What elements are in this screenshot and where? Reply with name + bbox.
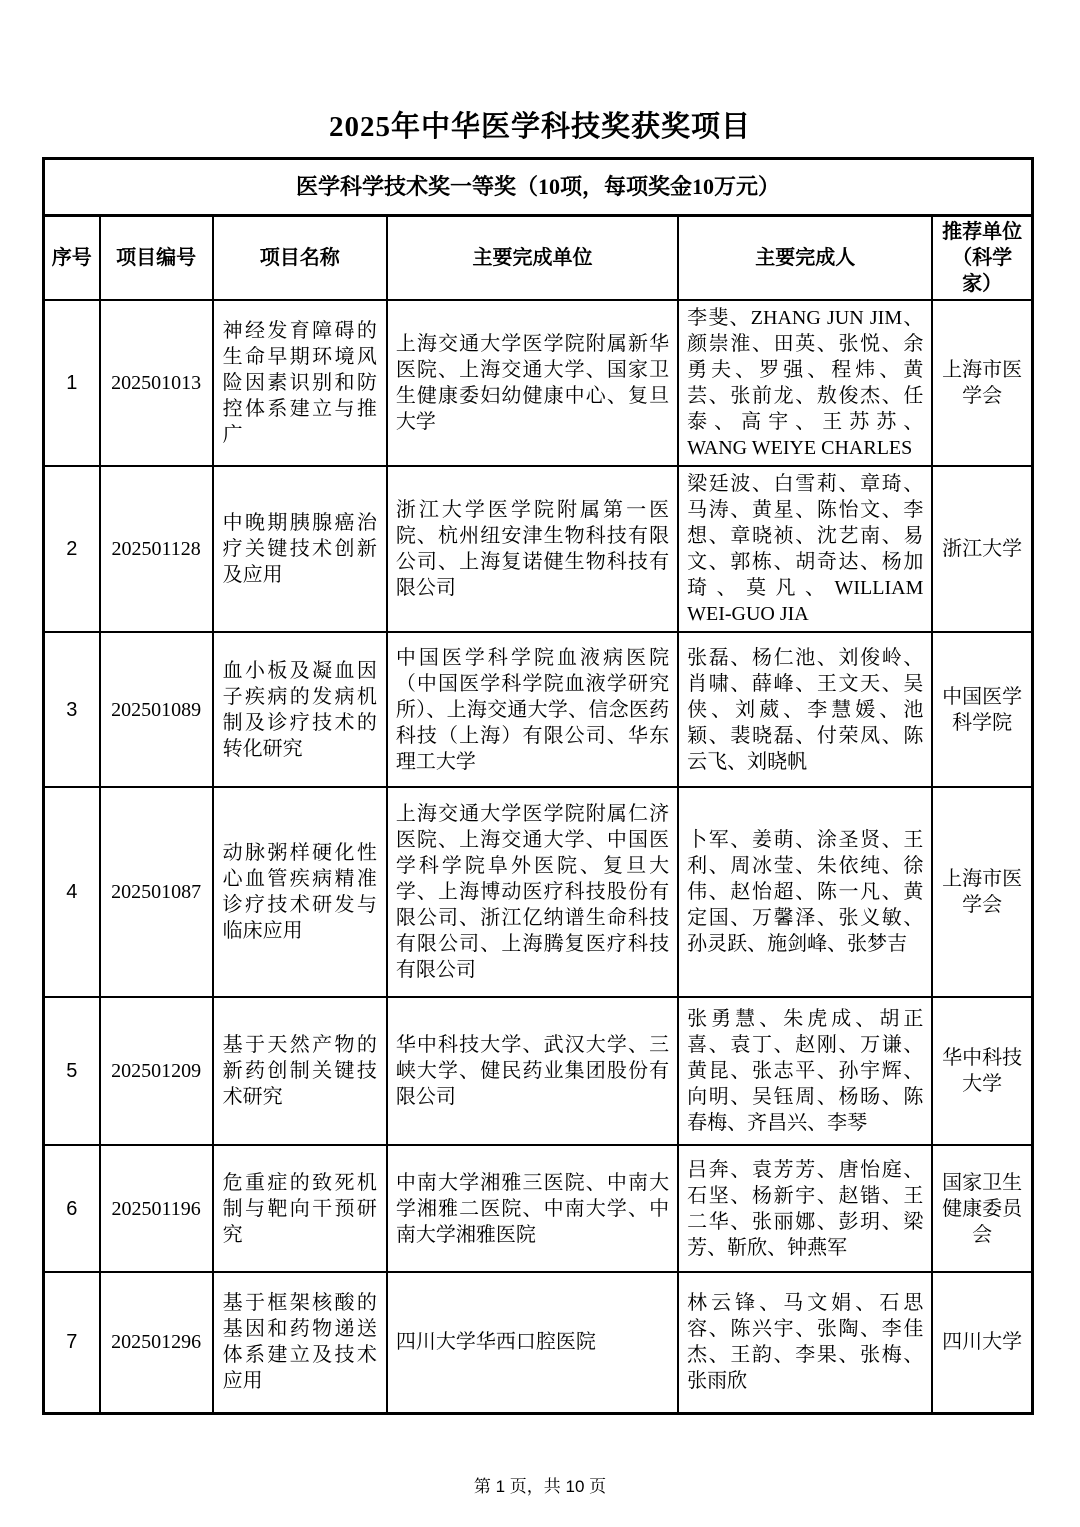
- units-cell: 上海交通大学医学院附属新华医院、上海交通大学、国家卫生健康委妇幼健康中心、复旦大学: [387, 300, 678, 466]
- recommender-cell: 浙江大学: [932, 466, 1032, 632]
- project-code-cell: 202501089: [100, 632, 213, 787]
- units-cell: 上海交通大学医学院附属仁济医院、上海交通大学、中国医学科学院阜外医院、复旦大学、上海博动医疗科技股份有限公司、浙江亿纳谱生命科技有限公司、上海腾复医疗科技有限公司: [387, 787, 678, 997]
- people-cell: 梁廷波、白雪莉、章琦、马涛、黄星、陈怡文、李想、章晓祯、沈艺南、易文、郭栋、胡奇达、杨加琦、莫凡、WILLIAM WEI-GUO JIA: [678, 466, 932, 632]
- project-code-cell: 202501296: [100, 1272, 213, 1413]
- project-code-cell: 202501128: [100, 466, 213, 632]
- col-header-seq: 序号: [44, 216, 100, 301]
- col-header-recommender: 推荐单位（科学家）: [932, 216, 1032, 301]
- recommender-cell: 四川大学: [932, 1272, 1032, 1413]
- table-row: [44, 632, 1033, 787]
- col-header-project-code: 项目编号: [100, 216, 213, 301]
- page-number-footer: 第 1 页，共 10 页: [473, 1477, 607, 1496]
- seq-cell: 5: [44, 997, 100, 1145]
- seq-cell: 3: [44, 632, 100, 787]
- project-code-cell: 202501087: [100, 787, 213, 997]
- table-row: [44, 997, 1033, 1145]
- project-code-cell: 202501209: [100, 997, 213, 1145]
- project-name-cell: 危重症的致死机制与靶向干预研究: [213, 1145, 387, 1272]
- recommender-cell: 国家卫生健康委员会: [932, 1145, 1032, 1272]
- seq-cell: 6: [44, 1145, 100, 1272]
- people-cell: 卜军、姜萌、涂圣贤、王利、周冰莹、朱依纯、徐伟、赵怡超、陈一凡、黄定国、万馨泽、张义敏、孙灵跃、施剑峰、张梦吉: [678, 787, 932, 997]
- col-header-units: 主要完成单位: [387, 216, 678, 301]
- project-name-cell: 中晚期胰腺癌治疗关键技术创新及应用: [213, 466, 387, 632]
- section-title: 医学科学技术奖一等奖（10项，每项奖金10万元）: [44, 159, 1033, 216]
- units-cell: 中南大学湘雅三医院、中南大学湘雅二医院、中南大学、中南大学湘雅医院: [387, 1145, 678, 1272]
- people-cell: 张磊、杨仁池、刘俊岭、肖啸、薛峰、王文天、吴侠、刘葳、李慧媛、池颖、裴晓磊、付荣凤、陈云飞、刘晓帆: [678, 632, 932, 787]
- people-cell: 张勇慧、朱虎成、胡正喜、袁丁、赵刚、万谦、黄昆、张志平、孙宇辉、向明、吴钰周、杨旸、陈春梅、齐昌兴、李琴: [678, 997, 932, 1145]
- recommender-cell: 上海市医学会: [932, 300, 1032, 466]
- project-name-cell: 神经发育障碍的生命早期环境风险因素识别和防控体系建立与推广: [213, 300, 387, 466]
- col-header-people: 主要完成人: [678, 216, 932, 301]
- project-name-cell: 动脉粥样硬化性心血管疾病精准诊疗技术研发与临床应用: [213, 787, 387, 997]
- project-name-cell: 基于框架核酸的基因和药物递送体系建立及技术应用: [213, 1272, 387, 1413]
- section-header-row: [44, 159, 1033, 216]
- project-code-cell: 202501013: [100, 300, 213, 466]
- units-cell: 浙江大学医学院附属第一医院、杭州纽安津生物科技有限公司、上海复诺健生物科技有限公司: [387, 466, 678, 632]
- people-cell: 林云锋、马文娟、石思容、陈兴宇、张陶、李佳杰、王韵、李果、张梅、张雨欣: [678, 1272, 932, 1413]
- seq-cell: 1: [44, 300, 100, 466]
- seq-cell: 2: [44, 466, 100, 632]
- units-cell: 华中科技大学、武汉大学、三峡大学、健民药业集团股份有限公司: [387, 997, 678, 1145]
- project-code-cell: 202501196: [100, 1145, 213, 1272]
- project-name-cell: 血小板及凝血因子疾病的发病机制及诊疗技术的转化研究: [213, 632, 387, 787]
- people-cell: 李斐、ZHANG JUN JIM、颜崇淮、田英、张悦、余勇夫、罗强、程炜、黄芸、张前龙、敖俊杰、任泰、高宇、王苏苏、WANG WEIYE CHARLES: [678, 300, 932, 466]
- recommender-cell: 中国医学科学院: [932, 632, 1032, 787]
- project-name-cell: 基于天然产物的新药创制关键技术研究: [213, 997, 387, 1145]
- people-cell: 吕奔、袁芳芳、唐怡庭、石坚、杨新宇、赵锴、王二华、张丽娜、彭玥、梁芳、靳欣、钟燕军: [678, 1145, 932, 1272]
- table-row: [44, 787, 1033, 997]
- table-row: [44, 466, 1033, 632]
- table-row: [44, 1272, 1033, 1413]
- page-title: 2025年中华医学科技奖获奖项目: [328, 111, 751, 143]
- table-header-row: [44, 216, 1033, 301]
- units-cell: 四川大学华西口腔医院: [387, 1272, 678, 1413]
- table-row: [44, 300, 1033, 466]
- units-cell: 中国医学科学院血液病医院（中国医学科学院血液学研究所）、上海交通大学、信念医药科技（上海）有限公司、华东理工大学: [387, 632, 678, 787]
- awards-table: [42, 157, 1034, 1415]
- seq-cell: 7: [44, 1272, 100, 1413]
- recommender-cell: 上海市医学会: [932, 787, 1032, 997]
- seq-cell: 4: [44, 787, 100, 997]
- col-header-project-name: 项目名称: [213, 216, 387, 301]
- table-row: [44, 1145, 1033, 1272]
- recommender-cell: 华中科技大学: [932, 997, 1032, 1145]
